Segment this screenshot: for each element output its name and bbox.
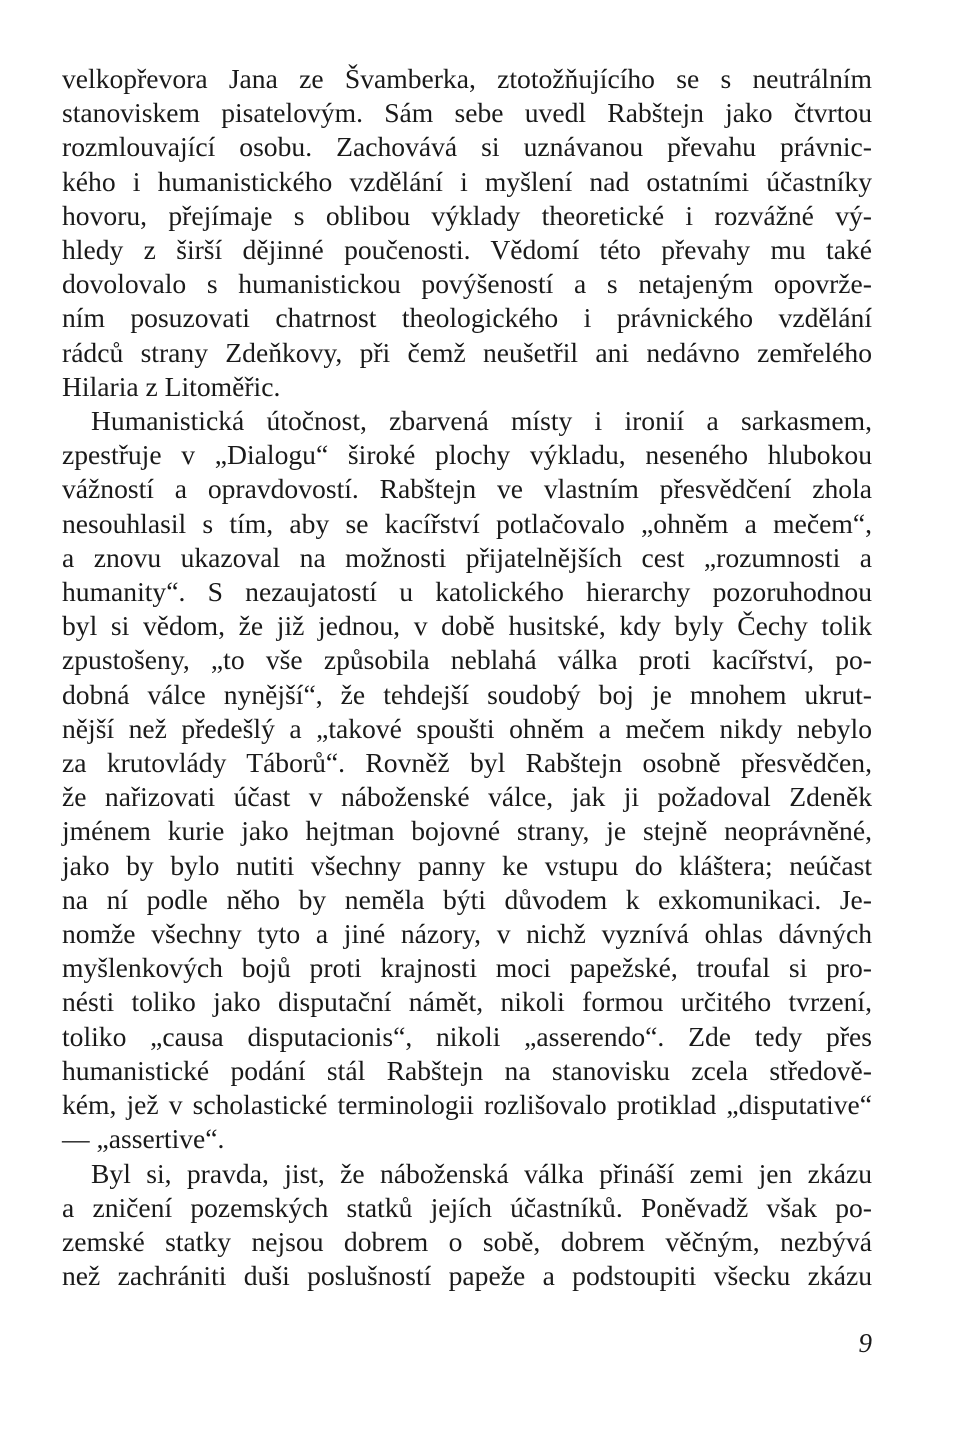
text-line: nésti toliko jako disputační námět, nikoli formou určitého tvrzení, <box>62 986 872 1018</box>
text-line: nesouhlasil s tím, aby se kacířství potlačovalo „ohněm a mečem“, <box>62 507 872 539</box>
text-line: toliko „causa disputacionis“, nikoli „asserendo“. Zde tedy přes <box>62 1020 872 1052</box>
text-line: za krutovlády Táborů“. Rovněž byl Rabštejn osobně přesvědčen, <box>62 747 872 779</box>
text-line: Hilaria z Litoměřic. <box>62 370 281 402</box>
paragraph-2 <box>62 404 872 1156</box>
text-line: zpestřuje v „Dialogu“ široké plochy výkladu, neseného hlubokou <box>62 439 872 471</box>
page-number: 9 <box>858 1328 872 1358</box>
text-line: rádců strany Zdeňkovy, při čemž neušetřil ani nedávno zemřelého <box>62 336 872 368</box>
text-line: hledy z širší dějinné poučenosti. Vědomí této převahy mu také <box>62 234 872 266</box>
text-line: jménem kurie jako hejtman bojovné strany, je stejně neoprávněné, <box>62 815 872 847</box>
text-line: humanity“. S nezaujatostí u katolického hierarchy pozoruhodnou <box>62 576 872 608</box>
text-line: a zničení pozemských statků jejích účastníků. Poněvadž však po- <box>62 1191 872 1223</box>
paragraph-1 <box>62 62 872 404</box>
text-line: že nařizovati účast v náboženské válce, jak ji požadoval Zdeněk <box>62 781 872 813</box>
text-line: rozmlouvající osobu. Zachovává si uznávanou převahu právnic- <box>62 131 872 163</box>
text-line: ním posuzovati chatrnost theologického i právnického vzdělání <box>62 302 872 334</box>
text-line: nější než předešlý a „takové spoušti ohněm a mečem nikdy nebylo <box>62 712 872 744</box>
text-line: myšlenkových bojů proti krajnosti moci papežské, troufal si pro- <box>62 952 872 984</box>
text-line: jako by bylo nutiti všechny panny ke vstupu do kláštera; neúčast <box>62 849 872 881</box>
text-line: Humanistická útočnost, zbarvená místy i ironií a sarkasmem, <box>91 405 872 437</box>
text-line: stanoviskem pisatelovým. Sám sebe uvedl Rabštejn jako čtvrtou <box>62 97 872 129</box>
text-line: hovoru, přejímaje s oblibou výklady theoretické i rozvážné vý- <box>62 199 872 231</box>
text-line: humanistické podání stál Rabštejn na stanovisku zcela středově- <box>62 1054 872 1086</box>
text-line: než zachrániti duši poslušností papeže a podstoupiti všecku zkázu <box>62 1260 872 1292</box>
text-line: dovolovalo s humanistickou povýšeností a s netajeným opovrže- <box>62 268 872 300</box>
book-page-text <box>62 62 872 1293</box>
text-line: na ní podle něho by neměla býti důvodem k exkomunikaci. Je- <box>62 883 872 915</box>
text-line: zpustošeny, „to vše způsobila neblahá válka proti kacířství, po- <box>62 644 872 676</box>
text-line: zemské statky nejsou dobrem o sobě, dobrem věčným, nezbývá <box>62 1225 872 1257</box>
text-line: Byl si, pravda, jist, že náboženská válka přináší zemi jen zkázu <box>91 1157 872 1189</box>
text-line: byl si vědom, že již jednou, v době husitské, kdy byly Čechy tolik <box>62 610 872 642</box>
text-line: dobná válce nynější“, že tehdejší soudobý boj je mnohem ukrut- <box>62 678 872 710</box>
text-line: velkopřevora Jana ze Švamberka, ztotožňujícího se s neutrálním <box>62 63 872 94</box>
text-line: nomže všechny tyto a jiné názory, v nichž vyznívá ohlas dávných <box>62 918 872 950</box>
paragraph-3 <box>62 1157 872 1294</box>
text-line: a znovu ukazoval na možnosti přijatelnějších cest „rozumnosti a <box>62 541 872 573</box>
text-line: kého i humanistického vzdělání i myšlení nad ostatními účastníky <box>62 165 872 197</box>
text-line: kém, jež v scholastické terminologii rozlišovalo protiklad „disputative“ — „assertive“. <box>62 1089 872 1155</box>
text-line: vážností a opravdovostí. Rabštejn ve vlastním přesvědčení zhola <box>62 473 872 505</box>
